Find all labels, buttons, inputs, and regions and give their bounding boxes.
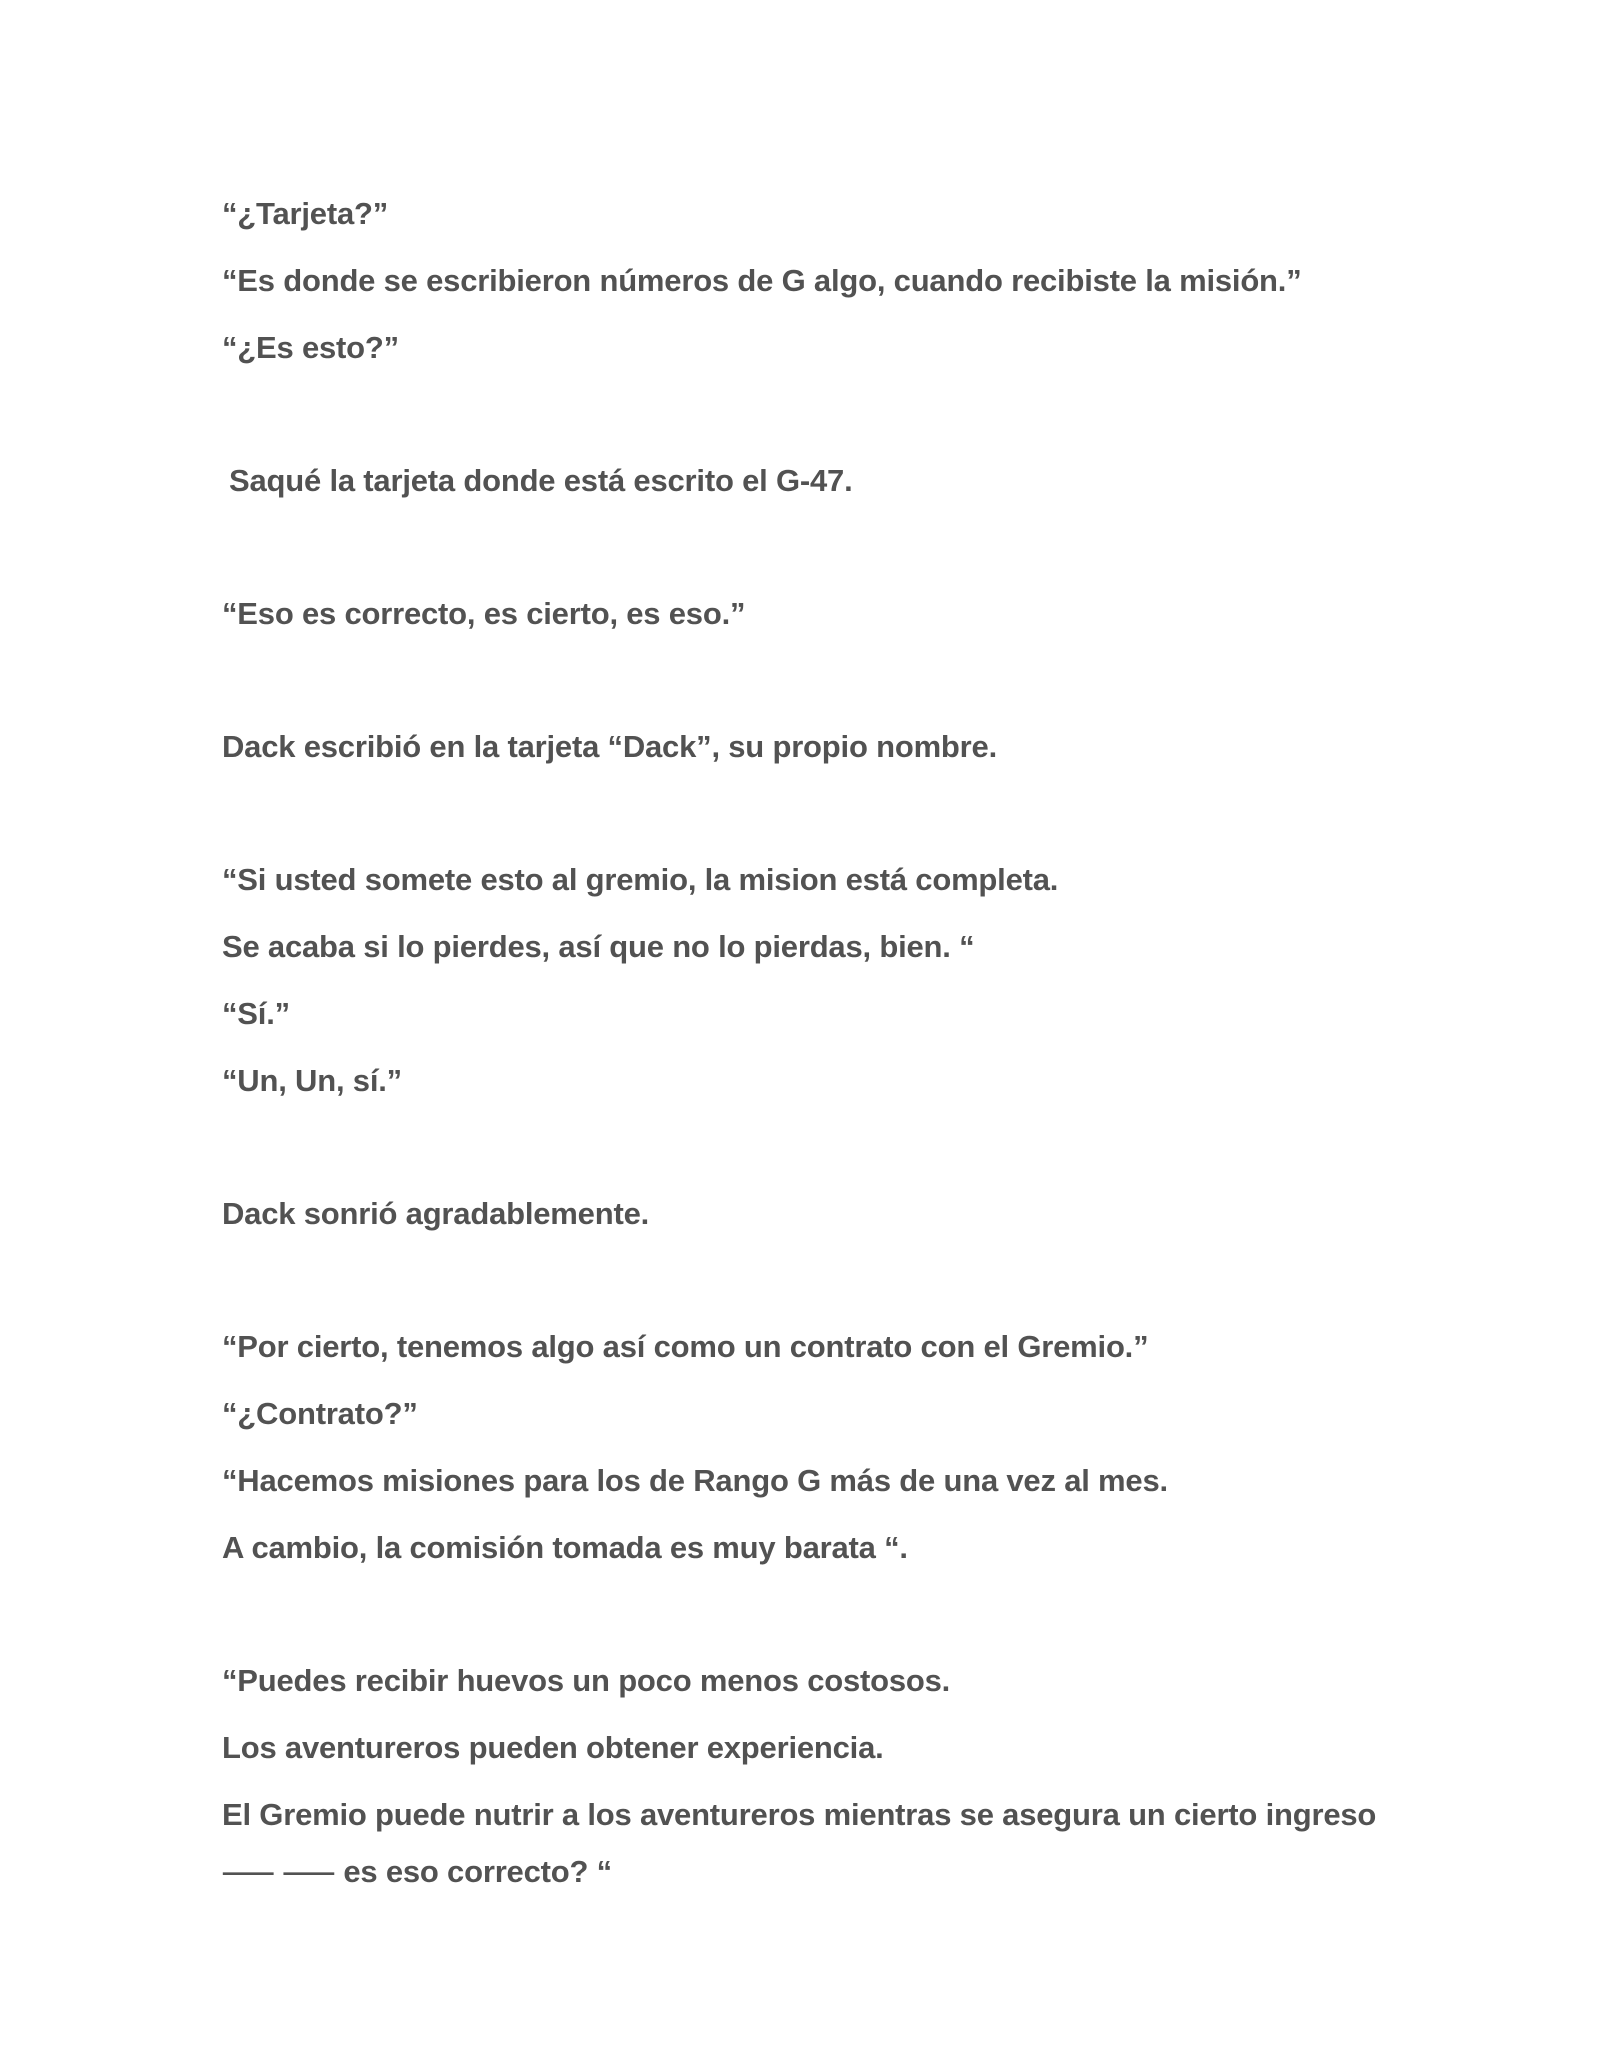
text-line: A cambio, la comisión tomada es muy barata “. <box>222 1530 908 1565</box>
text-line: “¿Tarjeta?” <box>222 196 389 231</box>
paragraph-gap <box>222 514 1402 580</box>
text-line: Saqué la tarjeta donde está escrito el G-47. <box>229 463 853 498</box>
body-text <box>222 180 1402 1896</box>
text-line: Se acaba si lo pierdes, así que no lo pierdas, bien. “ <box>222 929 975 964</box>
text-line: ⸺ ⸺ es eso correcto? “ <box>222 1854 612 1889</box>
text-line: “Por cierto, tenemos algo así como un contrato con el Gremio.” <box>222 1329 1149 1364</box>
text-line: Dack sonrió agradablemente. <box>222 1196 650 1231</box>
text-line: “¿Contrato?” <box>222 1396 418 1431</box>
text-line: “Sí.” <box>222 996 290 1031</box>
paragraph-gap <box>222 1247 1402 1313</box>
text-line: Dack escribió en la tarjeta “Dack”, su propio nombre. <box>222 729 997 764</box>
text-line: “Es donde se escribieron números de G algo, cuando recibiste la misión.” <box>222 263 1302 298</box>
text-line: “Un, Un, sí.” <box>222 1063 402 1098</box>
paragraph-gap <box>222 1114 1402 1180</box>
text-line: “¿Es esto?” <box>222 330 399 365</box>
paragraph-gap <box>222 381 1402 447</box>
text-line: “Hacemos misiones para los de Rango G más de una vez al mes. <box>222 1463 1168 1498</box>
text-line: “Eso es correcto, es cierto, es eso.” <box>222 596 746 631</box>
text-line: “Puedes recibir huevos un poco menos costosos. <box>222 1663 951 1698</box>
text-line: Los aventureros pueden obtener experiencia. <box>222 1730 884 1765</box>
paragraph-gap <box>222 647 1402 713</box>
paragraph-gap <box>222 1581 1402 1647</box>
text-line: “Si usted somete esto al gremio, la mision está completa. <box>222 862 1059 897</box>
text-line: El Gremio puede nutrir a los aventureros mientras se asegura un cierto ingreso <box>222 1797 1377 1832</box>
paragraph-gap <box>222 780 1402 846</box>
